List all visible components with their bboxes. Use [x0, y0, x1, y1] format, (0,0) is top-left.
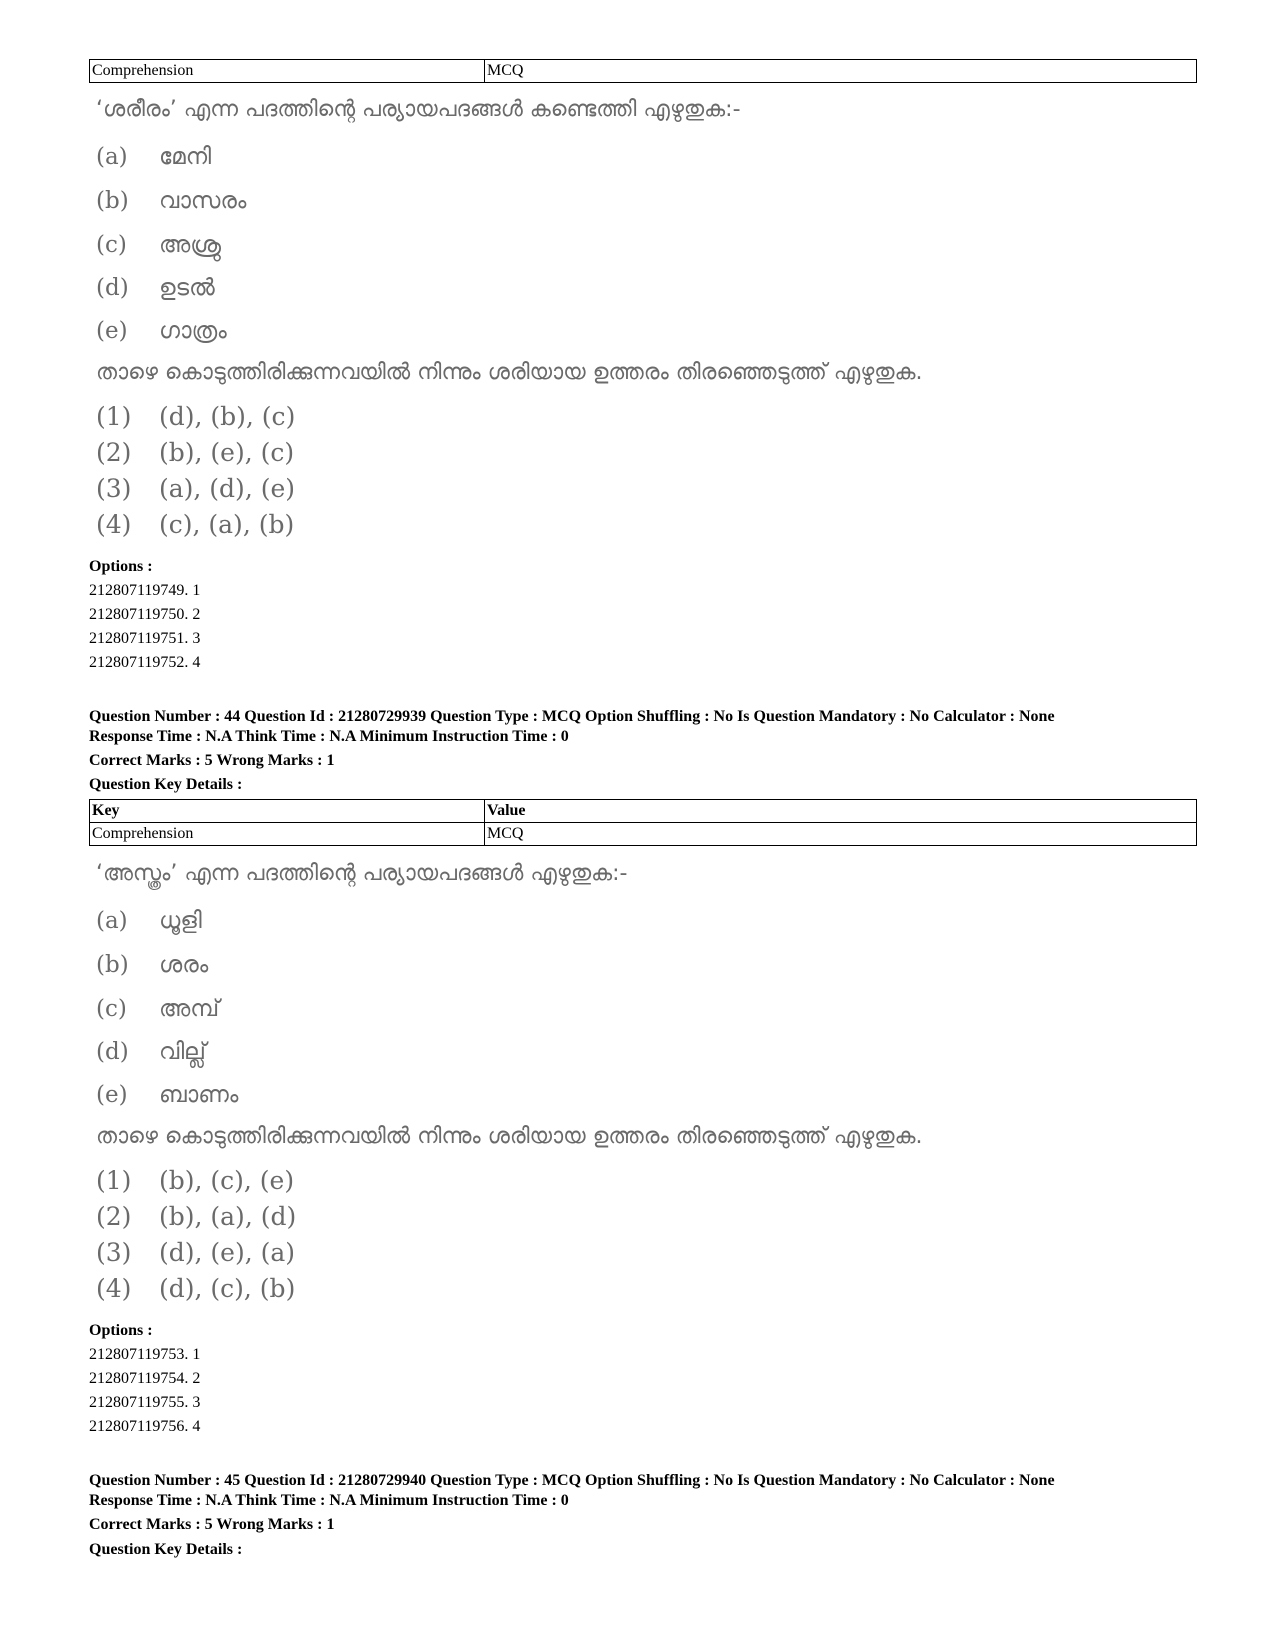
- table-header-row: [90, 800, 1197, 823]
- answer-choice: (1) (d), (b), (c): [96, 402, 296, 431]
- options-heading: Options :: [89, 558, 153, 575]
- list-item: (e) ഗാത്രം: [96, 318, 227, 344]
- answer-choice: (2) (b), (e), (c): [96, 438, 295, 467]
- option-line: 212807119754. 2: [89, 1370, 201, 1387]
- option-line: 212807119750. 2: [89, 606, 201, 623]
- option-line: 212807119752. 4: [89, 654, 201, 671]
- question-marks: Correct Marks : 5 Wrong Marks : 1: [89, 1516, 335, 1533]
- table-header-value: Value: [485, 800, 1197, 823]
- question-meta: Question Number : 44 Question Id : 21280729939 Question Type : MCQ Option Shuffling : No Is Question Mandatory : No Calculator : None: [89, 708, 1055, 725]
- answer-choice: (3) (d), (e), (a): [96, 1238, 296, 1267]
- list-item: (d) ഉടൽ: [96, 275, 215, 301]
- q43-key-table: [89, 59, 1197, 83]
- question-stem: ‘ശരീരം’ എന്ന പദത്തിന്റെ പര്യായപദങ്ങൾ കണ്ടെത്തി എഴുതുക:-: [96, 97, 741, 122]
- list-item: (c) അശ്രു: [96, 232, 222, 258]
- question-marks: Correct Marks : 5 Wrong Marks : 1: [89, 752, 335, 769]
- option-line: 212807119749. 1: [89, 582, 201, 599]
- list-item: (b) വാസരം: [96, 188, 247, 214]
- question-stem: ‘അസ്ത്രം’ എന്ന പദത്തിന്റെ പര്യായപദങ്ങൾ എഴുതുക:-: [96, 861, 628, 886]
- question-instruction: താഴെ കൊടുത്തിരിക്കുന്നവയിൽ നിന്നും ശരിയായ ഉത്തരം തിരഞ്ഞെടുത്ത് എഴുതുക.: [96, 360, 923, 385]
- question-key-details: Question Key Details :: [89, 776, 243, 793]
- table-header-key: Key: [90, 800, 485, 823]
- option-line: 212807119755. 3: [89, 1394, 201, 1411]
- list-item: (d) വില്ല്: [96, 1039, 206, 1065]
- list-item: (a) ധൂളി: [96, 908, 202, 934]
- table-cell-key: Comprehension: [90, 823, 485, 846]
- question-key-details: Question Key Details :: [89, 1541, 243, 1558]
- option-line: 212807119751. 3: [89, 630, 201, 647]
- option-line: 212807119756. 4: [89, 1418, 201, 1435]
- table-row: [90, 60, 1197, 83]
- question-meta: Response Time : N.A Think Time : N.A Minimum Instruction Time : 0: [89, 728, 569, 745]
- question-meta: Question Number : 45 Question Id : 21280729940 Question Type : MCQ Option Shuffling : No Is Question Mandatory : No Calculator : None: [89, 1472, 1055, 1489]
- answer-choice: (3) (a), (d), (e): [96, 474, 296, 503]
- answer-choice: (2) (b), (a), (d): [96, 1202, 297, 1231]
- question-instruction: താഴെ കൊടുത്തിരിക്കുന്നവയിൽ നിന്നും ശരിയായ ഉത്തരം തിരഞ്ഞെടുത്ത് എഴുതുക.: [96, 1124, 923, 1149]
- answer-choice: (1) (b), (c), (e): [96, 1166, 295, 1195]
- list-item: (a) മേനി: [96, 144, 212, 170]
- option-line: 212807119753. 1: [89, 1346, 201, 1363]
- table-cell-value: MCQ: [485, 60, 1197, 83]
- answer-choice: (4) (c), (a), (b): [96, 510, 295, 539]
- table-row: [90, 823, 1197, 846]
- table-cell-key: Comprehension: [90, 60, 485, 83]
- answer-choice: (4) (d), (c), (b): [96, 1274, 296, 1303]
- list-item: (c) അമ്പ്: [96, 996, 220, 1022]
- list-item: (e) ബാണം: [96, 1082, 239, 1108]
- q44-key-table: [89, 799, 1197, 846]
- list-item: (b) ശരം: [96, 952, 209, 978]
- table-cell-value: MCQ: [485, 823, 1197, 846]
- options-heading: Options :: [89, 1322, 153, 1339]
- question-meta: Response Time : N.A Think Time : N.A Minimum Instruction Time : 0: [89, 1492, 569, 1509]
